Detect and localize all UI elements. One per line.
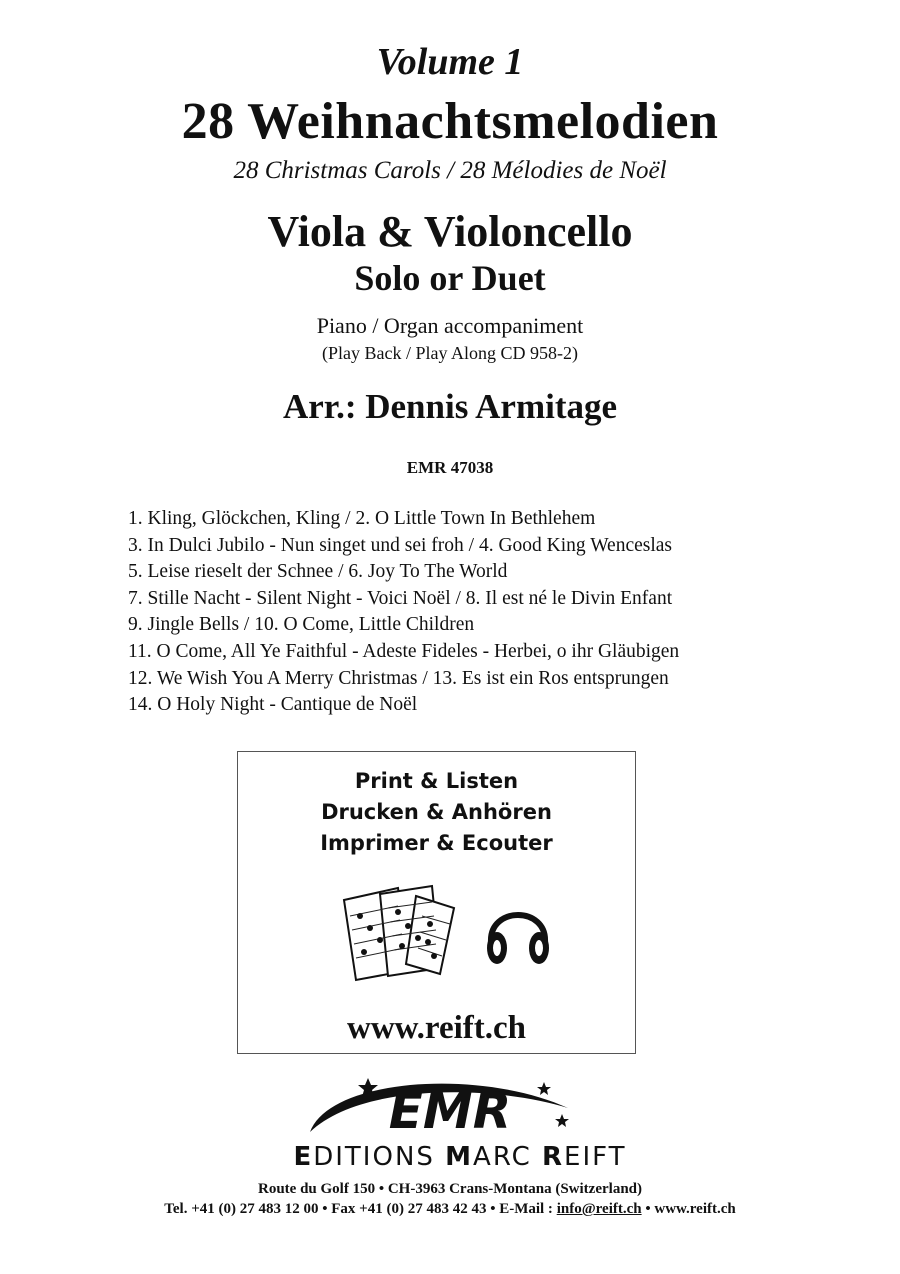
- print-listen-box: [237, 751, 636, 1054]
- promo-line-de: Drucken & Anhören: [321, 800, 552, 824]
- emr-logo-text: EMR: [388, 1082, 512, 1140]
- song-list-item: 5. Leise rieselt der Schnee / 6. Joy To The World: [128, 561, 508, 583]
- contact-line: [0, 1201, 900, 1218]
- contact-phone-fax: Tel. +41 (0) 27 483 12 00 • Fax +41 (0) 27 483 42 43 • E-Mail :: [164, 1201, 557, 1217]
- publisher-letter: R: [542, 1142, 565, 1172]
- website-link[interactable]: www.reift.ch: [346, 1010, 527, 1046]
- publisher-letter: E: [293, 1142, 314, 1172]
- accompaniment-note: Piano / Organ accompaniment: [316, 313, 584, 338]
- star-icon: [555, 1114, 569, 1127]
- song-list-item: 7. Stille Nacht - Silent Night - Voici Noël / 8. Il est né le Divin Enfant: [128, 587, 673, 609]
- sheet-music-icon: [336, 882, 466, 982]
- email-link[interactable]: info@reift.ch: [556, 1201, 642, 1217]
- song-list: [128, 506, 679, 719]
- instrumentation: Viola & Violoncello: [267, 207, 633, 256]
- publisher-name: [240, 1142, 680, 1172]
- song-list-item: 1. Kling, Glöckchen, Kling / 2. O Little Town In Bethlehem: [128, 508, 596, 529]
- catalog-code: EMR 47038: [406, 458, 494, 477]
- promo-line-fr: Imprimer & Ecouter: [320, 831, 553, 855]
- cd-note: (Play Back / Play Along CD 958-2): [322, 343, 578, 363]
- publisher-part: ARC: [473, 1142, 543, 1172]
- subtitle: 28 Christmas Carols / 28 Mélodies de Noël: [233, 157, 667, 184]
- promo-line-en: Print & Listen: [354, 769, 519, 793]
- song-list-item: 11. O Come, All Ye Faithful - Adeste Fideles - Herbei, o ihr Gläubigen: [128, 640, 680, 662]
- publisher-part: EIFT: [564, 1142, 627, 1172]
- arranger: Arr.: Dennis Armitage: [282, 387, 618, 426]
- volume-label: Volume 1: [376, 41, 524, 83]
- song-list-item: 12. We Wish You A Merry Christmas / 13. Es ist ein Ros entsprungen: [128, 667, 669, 689]
- page-title: 28 Weihnachtsmelodien: [181, 93, 719, 150]
- song-list-item: 9. Jingle Bells / 10. O Come, Little Children: [128, 614, 475, 636]
- star-icon: [537, 1082, 551, 1095]
- publisher-letter: M: [445, 1142, 474, 1172]
- song-list-item: 3. In Dulci Jubilo - Nun singet und sei froh / 4. Good King Wenceslas: [128, 534, 673, 556]
- publisher-part: DITIONS: [313, 1142, 446, 1172]
- contact-website: • www.reift.ch: [641, 1201, 736, 1217]
- address: Route du Golf 150 • CH-3963 Crans-Montana (Switzerland): [258, 1181, 642, 1197]
- emr-logo: [300, 1070, 600, 1142]
- performance-form: Solo or Duet: [354, 258, 546, 298]
- headphones-icon: [483, 892, 553, 972]
- song-list-item: 14. O Holy Night - Cantique de Noël: [128, 694, 418, 716]
